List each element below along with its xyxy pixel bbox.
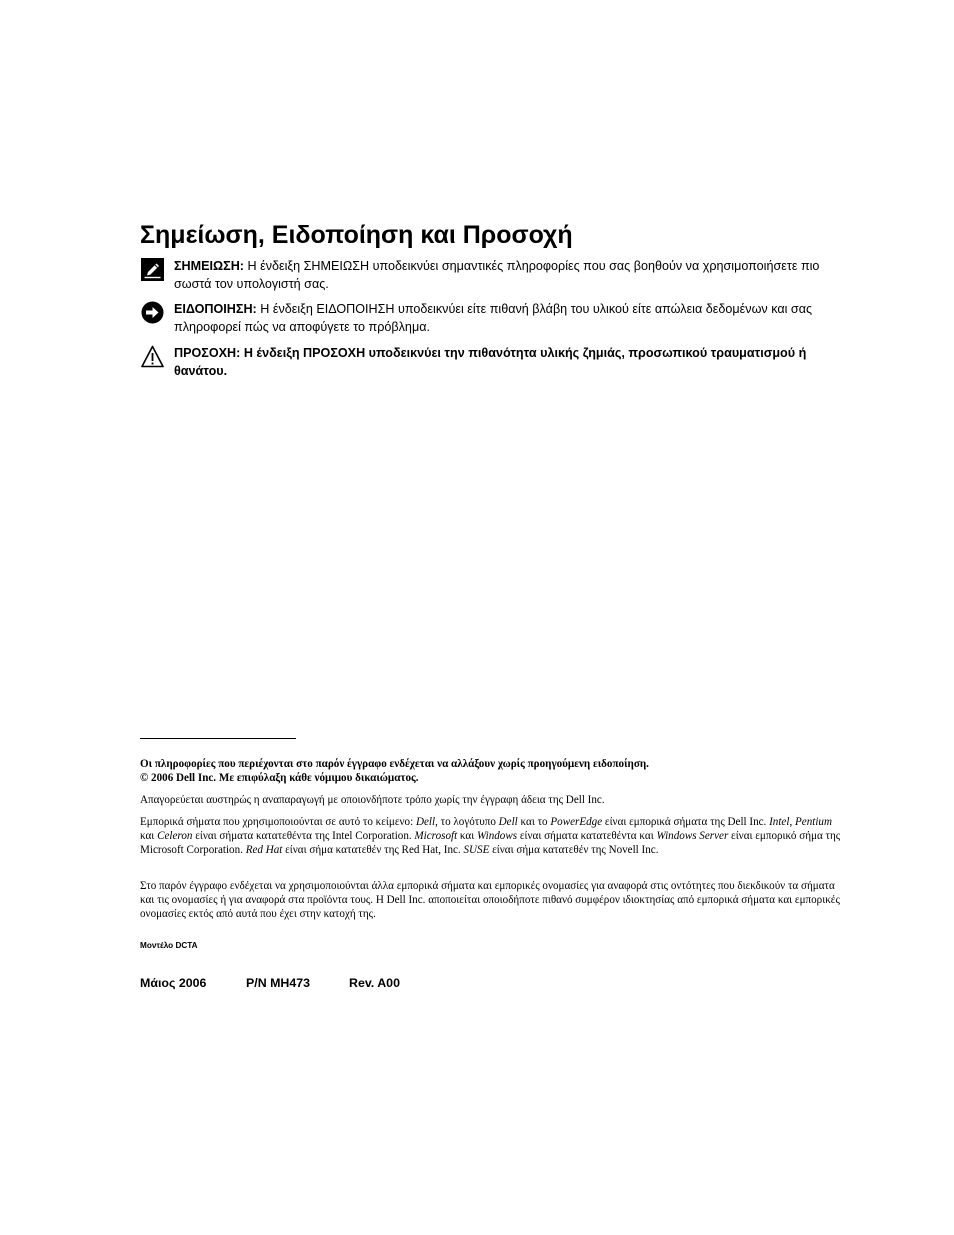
trademark-text: και το: [517, 816, 551, 828]
note-label: ΣΗΜΕΙΩΣΗ:: [174, 259, 244, 273]
trademark-text: ,: [789, 816, 795, 828]
change-notice-text: Οι πληροφορίες που περιέχονται στο παρόν έγγραφο ενδέχεται να αλλάξουν χωρίς προηγούμενη ειδοποίηση.: [140, 758, 649, 770]
legal-change-notice: [140, 757, 845, 785]
trademark-text: και: [140, 830, 158, 842]
warning-triangle-icon: [141, 345, 164, 368]
trademark-name: Pentium: [795, 816, 832, 828]
trademark-text: είναι εμπορικά σήματα της Dell Inc.: [602, 816, 770, 828]
caution-text: [174, 344, 841, 380]
page-title: Σημείωση, Ειδοποίηση και Προσοχή: [140, 221, 573, 249]
legal-trademarks: [140, 815, 845, 857]
trademark-text: και: [457, 830, 477, 842]
notice-body: Η ένδειξη ΕΙΔΟΠΟΙΗΣΗ υποδεικνύει είτε πιθανή βλάβη του υλικού είτε απώλεια δεδομένων και σας πληροφορεί πώς να αποφύγετε το πρόβλημα.: [174, 302, 813, 334]
trademark-name: Windows Server: [656, 830, 729, 842]
trademark-name: Red Hat: [245, 844, 283, 856]
trademark-text: είναι σήματα κατατεθέντα της Intel Corporation.: [192, 830, 415, 842]
trademark-name: SUSE: [463, 844, 490, 856]
trademark-text: είναι σήματα κατατεθέντα και: [517, 830, 657, 842]
footer-date: Μάιος 2006: [140, 976, 207, 990]
legal-other-trademarks: Στο παρόν έγγραφο ενδέχεται να χρησιμοποιούνται άλλα εμπορικά σήματα και εμπορικές ονομασίες για αναφορά στις οντότητες που διεκδικούν τα σήματα και τις ονομασίες ή για αναφορά στα προϊόντα τους. Η Dell Inc. αποποιείται οποιοδήποτε πιθανό συμφέρον ιδιοκτησίας από εμπορικά σήματα και εμπορικές ονομασίες εκτός από αυτά που έχει στην κατοχή της.: [140, 880, 840, 920]
note-body: Η ένδειξη ΣΗΜΕΙΩΣΗ υποδεικνύει σημαντικές πληροφορίες που σας βοηθούν να χρησιμοποιήσετε πιο σωστά τον υπολογιστή σας.: [174, 259, 820, 291]
pencil-note-icon: [141, 258, 164, 281]
note-text: [174, 257, 841, 293]
trademark-text: είναι εμπορικό σήμα της Microsoft Corporation.: [140, 830, 841, 856]
trademark-name: Celeron: [157, 830, 193, 842]
footnote-divider: [140, 738, 296, 739]
trademark-name: Microsoft: [414, 830, 458, 842]
trademark-text: , το λογότυπο: [435, 816, 499, 828]
trademark-text: είναι σήμα κατατεθέν της Red Hat, Inc.: [282, 844, 464, 856]
notice-text: [174, 300, 841, 336]
notice-label: ΕΙΔΟΠΟΙΗΣΗ:: [174, 302, 257, 316]
caution-label: ΠΡΟΣΟΧΗ:: [174, 346, 241, 360]
trademark-name: PowerEdge: [550, 816, 603, 828]
model-number: Μοντέλο DCTA: [140, 941, 198, 950]
legal-reproduction: Απαγορεύεται αυστηρώς η αναπαραγωγή με οποιονδήποτε τρόπο χωρίς την έγγραφη άδεια της Dell Inc.: [140, 794, 605, 806]
caution-body: Η ένδειξη ΠΡΟΣΟΧΗ υποδεικνύει την πιθανότητα υλικής ζημιάς, προσωπικού τραυματισμού ή θανάτου.: [174, 346, 807, 378]
trademark-name: Dell: [498, 816, 518, 828]
trademark-name: Dell: [415, 816, 436, 828]
caution-block: [141, 344, 841, 380]
trademark-name: Intel: [769, 816, 790, 828]
copyright-text: © 2006 Dell Inc. Με επιφύλαξη κάθε νόμιμου δικαιώματος.: [140, 772, 419, 784]
document-footer: [140, 975, 400, 991]
arrow-circle-icon: [141, 301, 164, 324]
trademark-text: Εμπορικά σήματα που χρησιμοποιούνται σε αυτό το κείμενο:: [140, 816, 416, 828]
footer-part-number: P/N MH473: [246, 976, 311, 990]
notice-block: [141, 300, 841, 336]
footer-revision: Rev. A00: [349, 976, 400, 990]
trademark-name: Windows: [477, 830, 518, 842]
trademark-text: είναι σήμα κατατεθέν της Novell Inc.: [489, 844, 659, 856]
note-block: [141, 257, 841, 293]
